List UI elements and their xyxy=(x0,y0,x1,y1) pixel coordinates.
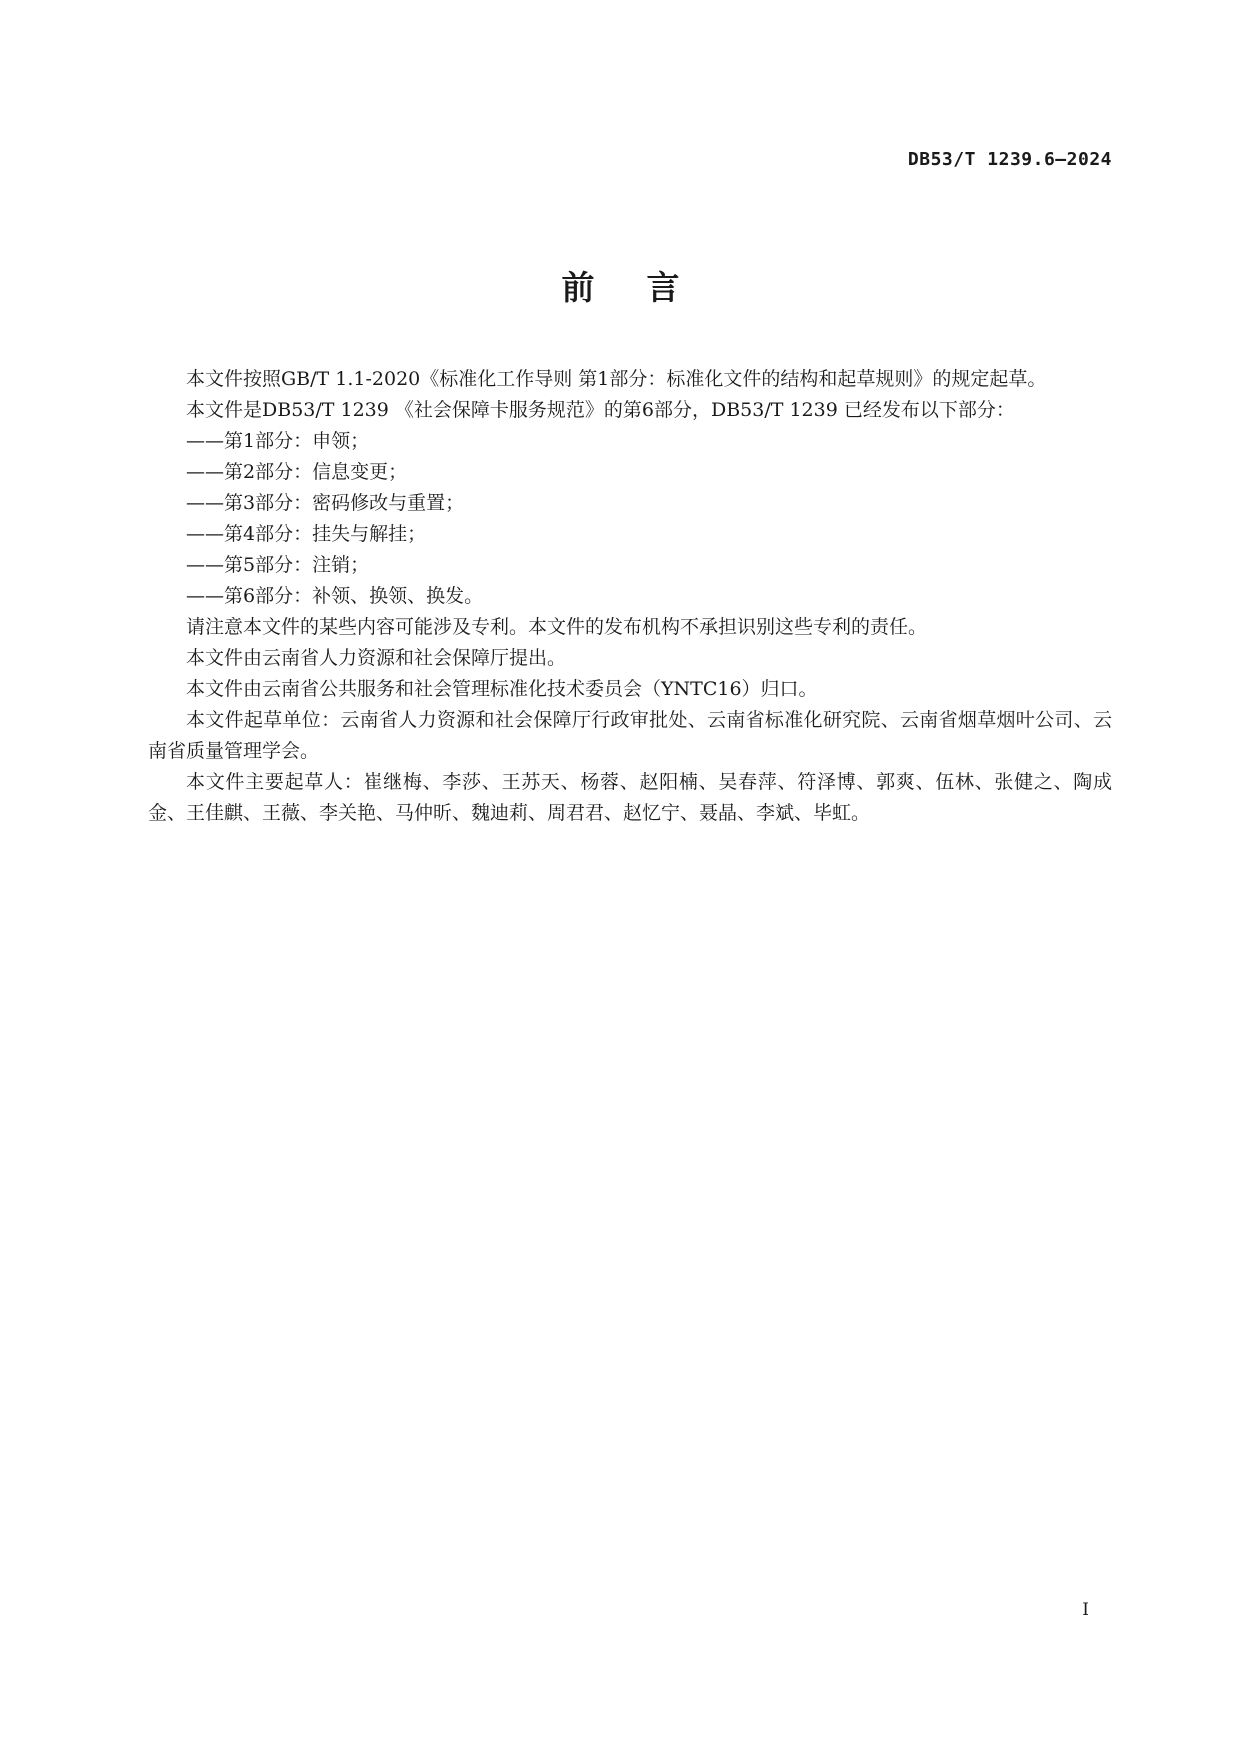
page-title: 前言 xyxy=(561,268,732,307)
paragraph-patent-notice: 请注意本文件的某些内容可能涉及专利。本文件的发布机构不承担识别这些专利的责任。 xyxy=(186,616,928,638)
paragraph-drafting-rules: 本文件按照GB/T 1.1-2020《标准化工作导则 第1部分：标准化文件的结构和起草规则》的规定起草。 xyxy=(186,368,1047,390)
list-item-part-4: ——第4部分：挂失与解挂； xyxy=(186,523,427,545)
paragraph-committee: 本文件由云南省公共服务和社会管理标准化技术委员会（YNTC16）归口。 xyxy=(186,678,818,700)
list-item-part-3: ——第3部分：密码修改与重置； xyxy=(186,492,465,514)
page-number: I xyxy=(1082,1600,1089,1620)
list-item-part-5: ——第5部分：注销； xyxy=(186,554,370,576)
list-item-part-2: ——第2部分：信息变更； xyxy=(186,461,408,483)
list-item-part-1: ——第1部分：申领； xyxy=(186,430,370,452)
document-code: DB53/T 1239.6—2024 xyxy=(907,149,1112,170)
paragraph-drafters: 本文件主要起草人：崔继梅、李莎、王苏天、杨蓉、赵阳楠、吴春萍、符泽博、郭爽、伍林、张健之、陶成金、王佳麒、王薇、李关艳、马仲昕、魏迪莉、周君君、赵忆宁、聂晶、李斌、毕虹。 xyxy=(148,771,1112,824)
paragraph-drafting-units: 本文件起草单位：云南省人力资源和社会保障厅行政审批处、云南省标准化研究院、云南省烟草烟叶公司、云南省质量管理学会。 xyxy=(148,709,1112,762)
paragraph-proposer: 本文件由云南省人力资源和社会保障厅提出。 xyxy=(186,647,567,669)
paragraph-series-intro: 本文件是DB53/T 1239 《社会保障卡服务规范》的第6部分，DB53/T 1239 已经发布以下部分： xyxy=(186,399,1015,421)
foreword-body xyxy=(148,364,1112,829)
list-item-part-6: ——第6部分：补领、换领、换发。 xyxy=(186,585,484,607)
